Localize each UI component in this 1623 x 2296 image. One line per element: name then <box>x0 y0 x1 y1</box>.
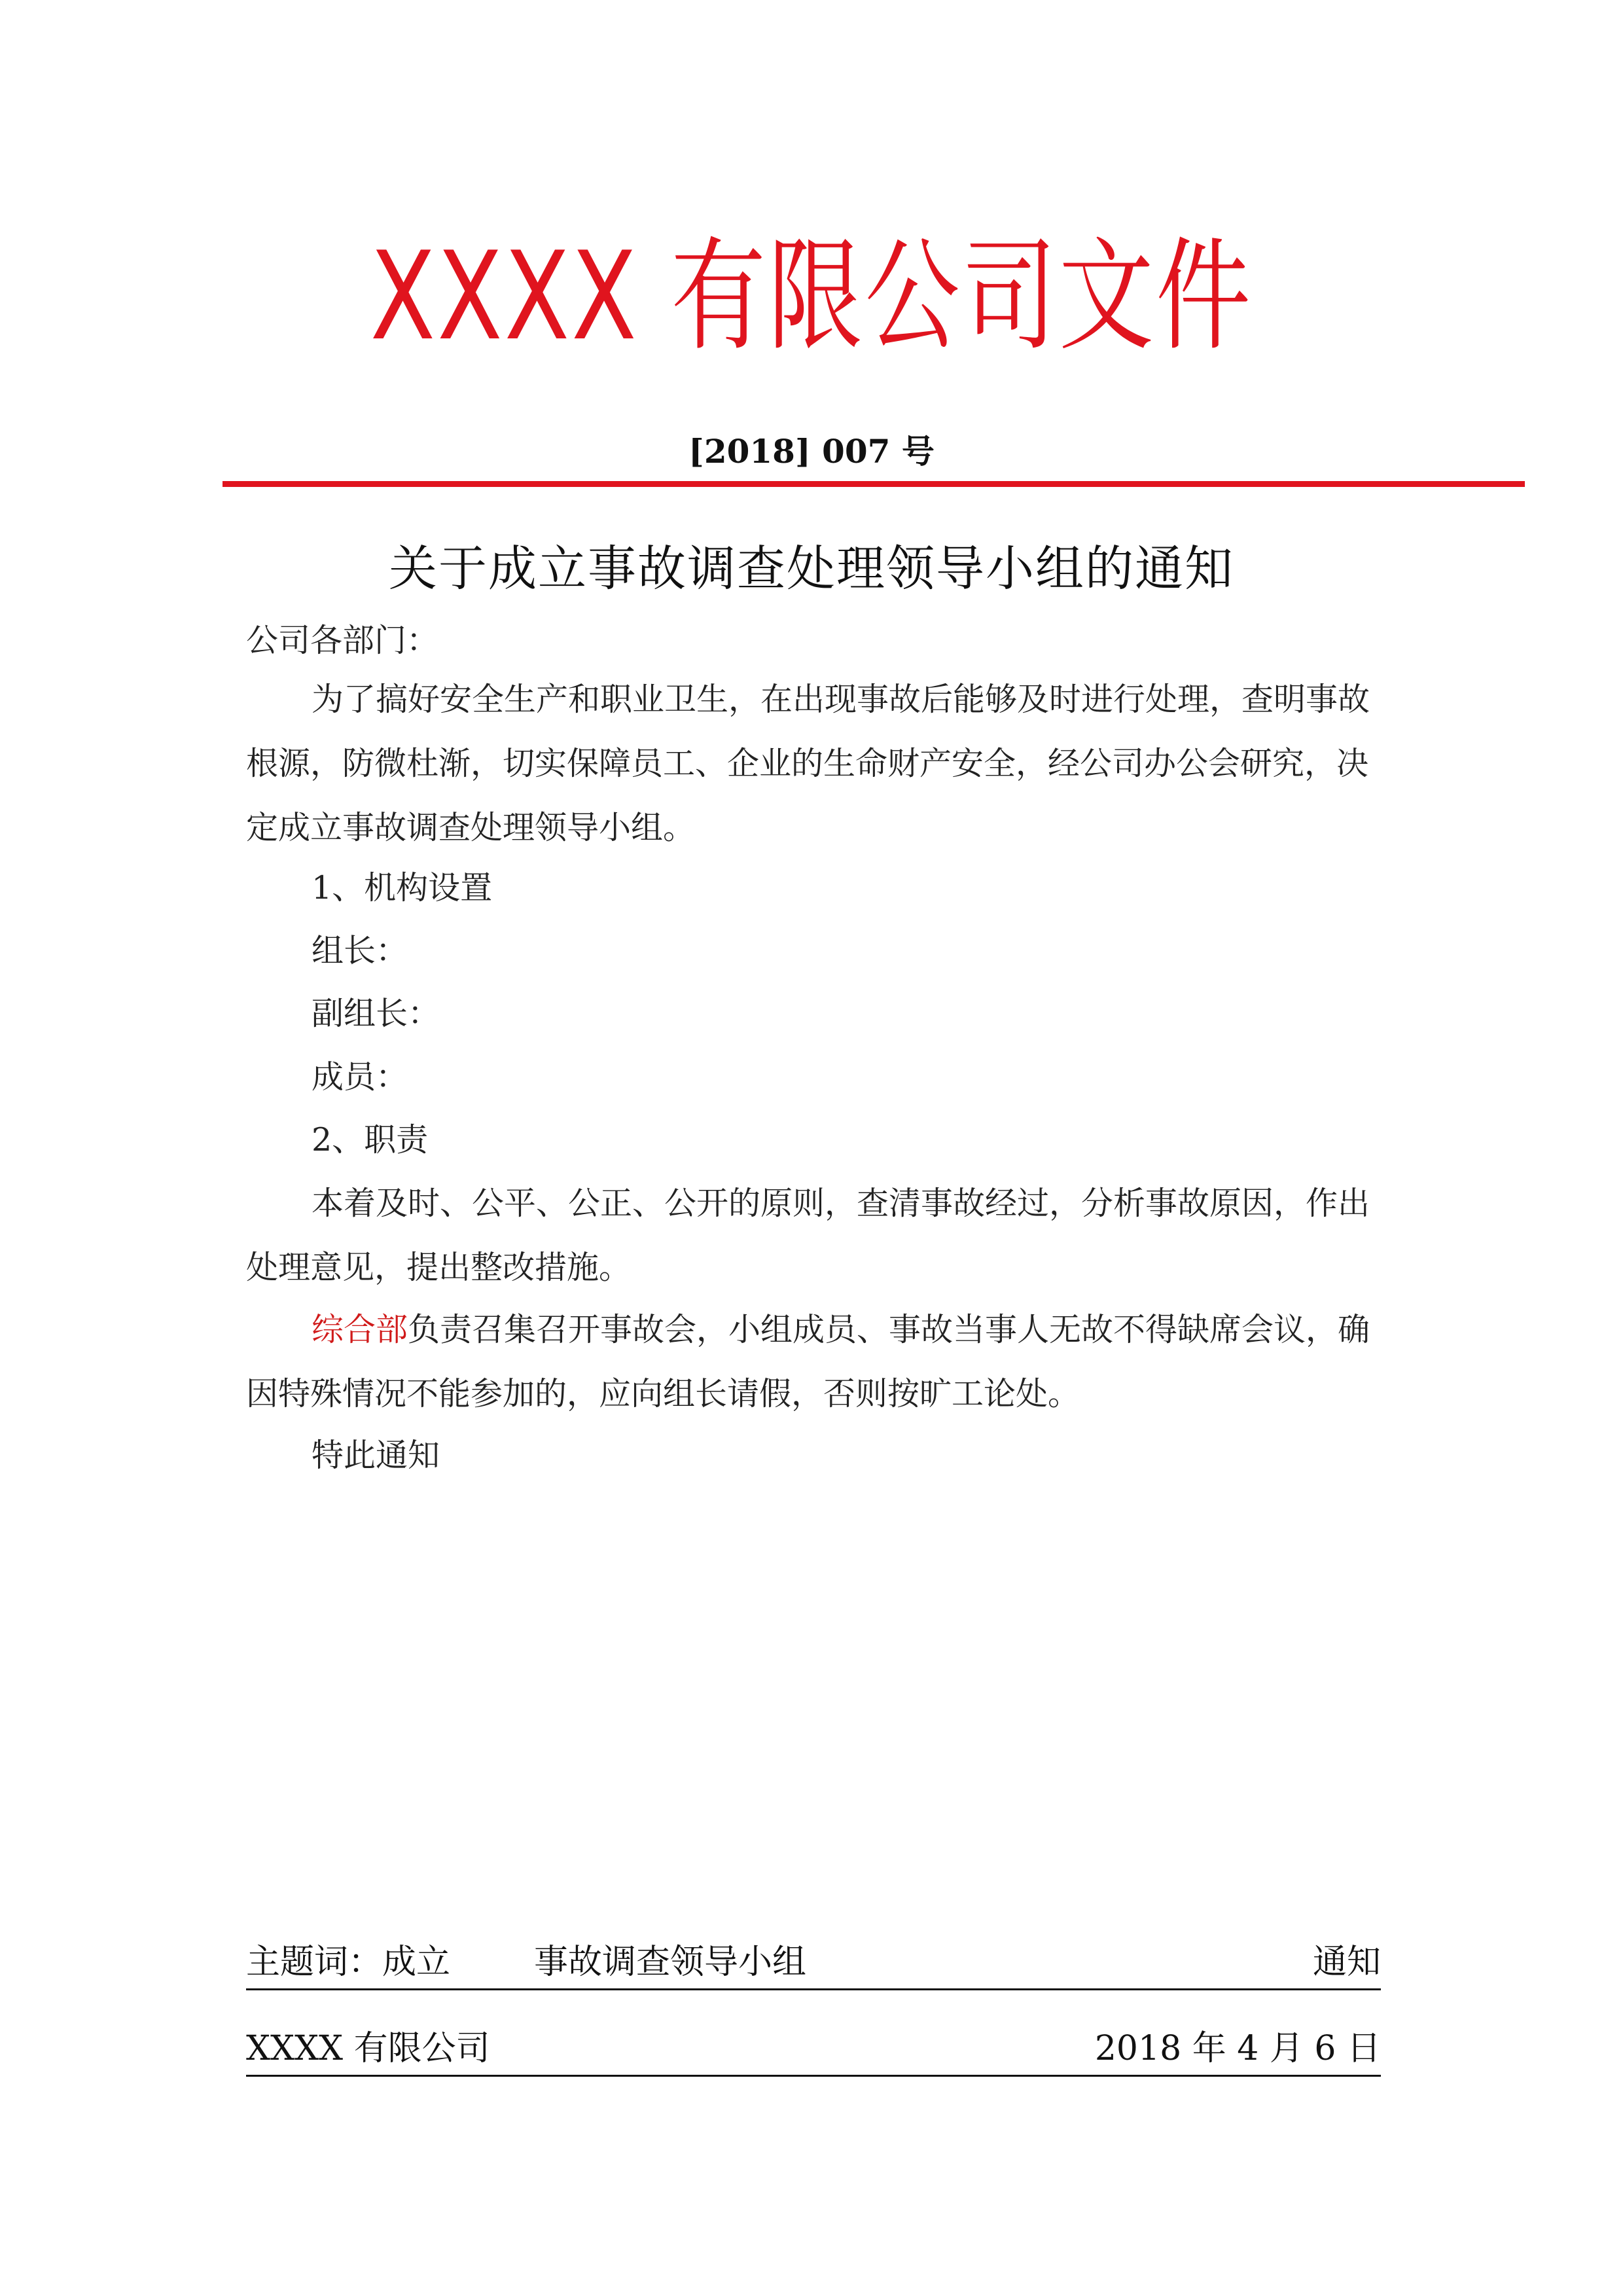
issuer-organization: XXXX 有限公司 <box>246 2029 490 2068</box>
section-heading-organization: 1、机构设置 <box>312 869 493 906</box>
document-title: 关于成立事故调查处理领导小组的通知 <box>389 541 1234 597</box>
letterhead-title: XXXX 有限公司文件 <box>370 225 1253 367</box>
closing-line: 特此通知 <box>312 1437 440 1474</box>
role-deputy-leader: 副组长： <box>312 995 440 1032</box>
red-divider-line <box>223 481 1525 487</box>
issuer-line <box>246 2022 1381 2077</box>
section-heading-duties: 2、职责 <box>312 1121 429 1158</box>
keywords-line <box>246 1936 1381 1990</box>
role-members: 成员： <box>312 1058 408 1096</box>
intro-paragraph: 为了搞好安全生产和职业卫生，在出现事故后能够及时进行处理，查明事故根源，防微杜渐，切实保障员工、企业的生命财产安全，经公司办公会研究，决定成立事故调查处理领导小组。 <box>246 681 1370 846</box>
keywords-middle: 事故调查领导小组 <box>534 1943 807 1982</box>
duty-paragraph: 本着及时、公平、公正、公开的原则，查清事故经过，分析事故原因，作出处理意见，提出整改措施。 <box>246 1185 1370 1286</box>
document-number: [2018] 007 号 <box>688 432 935 471</box>
meeting-paragraph-text: 负责召集召开事故会，小组成员、事故当事人无故不得缺席会议，确因特殊情况不能参加的，应向组长请假，否则按旷工论处。 <box>246 1311 1370 1412</box>
keywords-label: 主题词：成立 <box>246 1943 451 1982</box>
salutation: 公司各部门： <box>246 622 439 659</box>
keywords-right: 通知 <box>1312 1943 1381 1982</box>
meeting-paragraph <box>246 1298 1381 1426</box>
issue-date: 2018 年 4 月 6 日 <box>1094 2029 1381 2068</box>
highlight-department: 综合部 <box>312 1311 408 1348</box>
role-leader: 组长： <box>312 932 408 969</box>
